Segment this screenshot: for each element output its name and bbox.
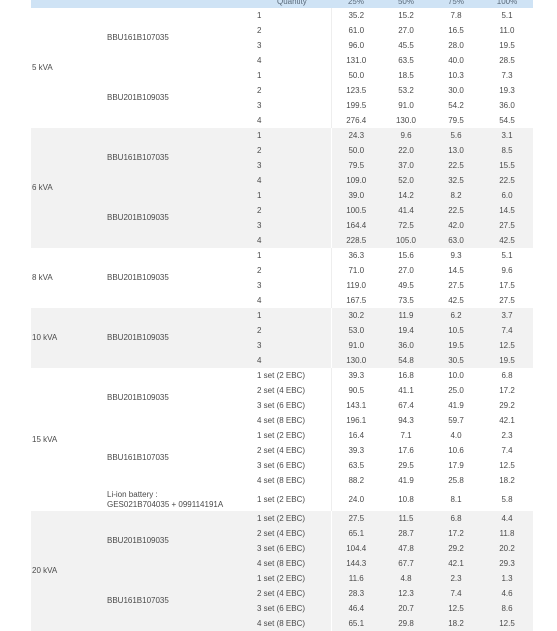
value-100: 12.5 [481, 616, 533, 631]
value-75: 16.5 [431, 23, 481, 38]
value-25: 100.5 [331, 203, 381, 218]
value-100: 28.5 [481, 53, 533, 68]
value-75: 14.5 [431, 263, 481, 278]
value-75: 5.6 [431, 128, 481, 143]
value-100: 19.5 [481, 353, 533, 368]
value-100: 17.5 [481, 278, 533, 293]
value-75: 22.5 [431, 158, 481, 173]
value-25: 53.0 [331, 323, 381, 338]
value-100: 5.1 [481, 248, 533, 263]
header-load-100: 100% [481, 0, 533, 8]
value-75: 29.2 [431, 541, 481, 556]
value-75: 79.5 [431, 113, 481, 128]
battery-model: BBU201B109035 [107, 248, 257, 308]
value-25: 276.4 [331, 113, 381, 128]
value-25: 90.5 [331, 383, 381, 398]
quantity: 4 set (8 EBC) [257, 556, 331, 571]
header-load-75: 75% [431, 0, 481, 8]
quantity: 3 set (6 EBC) [257, 541, 331, 556]
quantity: 4 [257, 233, 331, 248]
table-row [31, 428, 533, 443]
table-row [31, 308, 533, 323]
value-100: 12.5 [481, 338, 533, 353]
value-50: 130.0 [381, 113, 431, 128]
value-100: 8.5 [481, 143, 533, 158]
value-25: 39.3 [331, 443, 381, 458]
value-50: 14.2 [381, 188, 431, 203]
value-75: 10.5 [431, 323, 481, 338]
quantity: 2 set (4 EBC) [257, 443, 331, 458]
value-25: 130.0 [331, 353, 381, 368]
value-75: 9.3 [431, 248, 481, 263]
value-50: 4.8 [381, 571, 431, 586]
quantity: 1 set (2 EBC) [257, 428, 331, 443]
value-100: 54.5 [481, 113, 533, 128]
table-row [31, 248, 533, 263]
backup-time-table-container [31, 0, 533, 631]
value-75: 27.5 [431, 278, 481, 293]
table-row [31, 511, 533, 526]
quantity: 1 [257, 68, 331, 83]
value-25: 65.1 [331, 526, 381, 541]
value-75: 2.3 [431, 571, 481, 586]
value-25: 144.3 [331, 556, 381, 571]
value-25: 28.3 [331, 586, 381, 601]
quantity: 3 [257, 218, 331, 233]
power-rating: 8 kVA [31, 248, 107, 308]
value-50: 52.0 [381, 173, 431, 188]
value-75: 41.9 [431, 398, 481, 413]
value-100: 7.3 [481, 68, 533, 83]
value-75: 22.5 [431, 203, 481, 218]
value-25: 119.0 [331, 278, 381, 293]
value-50: 15.2 [381, 8, 431, 23]
value-75: 42.0 [431, 218, 481, 233]
group-20kva [31, 511, 533, 631]
battery-model: BBU161B107035 [107, 128, 257, 188]
value-50: 10.8 [381, 488, 431, 511]
quantity: 2 set (4 EBC) [257, 526, 331, 541]
value-75: 13.0 [431, 143, 481, 158]
value-25: 109.0 [331, 173, 381, 188]
value-50: 41.9 [381, 473, 431, 488]
value-100: 4.4 [481, 511, 533, 526]
value-100: 29.3 [481, 556, 533, 571]
value-75: 54.2 [431, 98, 481, 113]
value-100: 42.1 [481, 413, 533, 428]
battery-model: BBU161B107035 [107, 8, 257, 68]
table-header-row [31, 0, 533, 8]
value-75: 10.6 [431, 443, 481, 458]
value-100: 6.8 [481, 368, 533, 383]
value-50: 37.0 [381, 158, 431, 173]
quantity: 2 set (4 EBC) [257, 586, 331, 601]
value-25: 228.5 [331, 233, 381, 248]
quantity: 4 [257, 113, 331, 128]
header-load-50: 50% [381, 0, 431, 8]
value-50: 11.9 [381, 308, 431, 323]
value-75: 6.8 [431, 511, 481, 526]
quantity: 1 set (2 EBC) [257, 511, 331, 526]
value-25: 65.1 [331, 616, 381, 631]
value-100: 7.4 [481, 323, 533, 338]
value-50: 12.3 [381, 586, 431, 601]
value-50: 105.0 [381, 233, 431, 248]
value-100: 14.5 [481, 203, 533, 218]
value-75: 42.1 [431, 556, 481, 571]
quantity: 3 [257, 98, 331, 113]
power-rating: 5 kVA [31, 8, 107, 128]
value-25: 30.2 [331, 308, 381, 323]
value-75: 7.4 [431, 586, 481, 601]
value-100: 19.5 [481, 38, 533, 53]
value-75: 63.0 [431, 233, 481, 248]
battery-model [107, 488, 257, 511]
value-50: 47.8 [381, 541, 431, 556]
header-battery-model [107, 0, 257, 8]
value-50: 17.6 [381, 443, 431, 458]
value-50: 36.0 [381, 338, 431, 353]
quantity: 1 set (2 EBC) [257, 488, 331, 511]
value-25: 16.4 [331, 428, 381, 443]
value-100: 18.2 [481, 473, 533, 488]
value-75: 4.0 [431, 428, 481, 443]
value-25: 104.4 [331, 541, 381, 556]
quantity: 4 set (8 EBC) [257, 616, 331, 631]
value-100: 42.5 [481, 233, 533, 248]
power-rating: 15 kVA [31, 368, 107, 511]
group-6kva [31, 128, 533, 248]
value-25: 63.5 [331, 458, 381, 473]
value-100: 22.5 [481, 173, 533, 188]
value-50: 20.7 [381, 601, 431, 616]
value-75: 18.2 [431, 616, 481, 631]
group-8kva [31, 248, 533, 308]
value-75: 40.0 [431, 53, 481, 68]
value-100: 6.0 [481, 188, 533, 203]
quantity: 2 set (4 EBC) [257, 383, 331, 398]
quantity: 1 [257, 8, 331, 23]
value-25: 167.5 [331, 293, 381, 308]
value-100: 20.2 [481, 541, 533, 556]
group-15kva [31, 368, 533, 511]
value-50: 15.6 [381, 248, 431, 263]
value-100: 15.5 [481, 158, 533, 173]
value-75: 28.0 [431, 38, 481, 53]
quantity: 4 [257, 53, 331, 68]
value-100: 5.1 [481, 8, 533, 23]
quantity: 1 [257, 128, 331, 143]
quantity: 3 [257, 278, 331, 293]
quantity: 2 [257, 203, 331, 218]
value-100: 4.6 [481, 586, 533, 601]
value-25: 50.0 [331, 68, 381, 83]
value-25: 79.5 [331, 158, 381, 173]
value-25: 11.6 [331, 571, 381, 586]
value-25: 71.0 [331, 263, 381, 278]
value-100: 3.7 [481, 308, 533, 323]
quantity: 3 set (6 EBC) [257, 458, 331, 473]
value-100: 5.8 [481, 488, 533, 511]
value-50: 73.5 [381, 293, 431, 308]
value-100: 36.0 [481, 98, 533, 113]
value-75: 6.2 [431, 308, 481, 323]
value-100: 27.5 [481, 218, 533, 233]
power-rating: 10 kVA [31, 308, 107, 368]
quantity: 4 [257, 173, 331, 188]
value-50: 27.0 [381, 23, 431, 38]
backup-time-table [31, 0, 533, 631]
table-row [31, 571, 533, 586]
group-5kva [31, 8, 533, 128]
value-75: 25.8 [431, 473, 481, 488]
value-75: 19.5 [431, 338, 481, 353]
battery-model: BBU201B109035 [107, 511, 257, 571]
value-100: 11.8 [481, 526, 533, 541]
quantity: 3 [257, 38, 331, 53]
value-50: 45.5 [381, 38, 431, 53]
value-25: 143.1 [331, 398, 381, 413]
value-100: 12.5 [481, 458, 533, 473]
battery-model: BBU201B109035 [107, 188, 257, 248]
quantity: 3 [257, 338, 331, 353]
header-power [31, 0, 107, 8]
value-50: 11.5 [381, 511, 431, 526]
table-row [31, 188, 533, 203]
quantity: 1 [257, 188, 331, 203]
value-25: 39.0 [331, 188, 381, 203]
value-25: 199.5 [331, 98, 381, 113]
power-rating: 6 kVA [31, 128, 107, 248]
quantity: 4 set (8 EBC) [257, 413, 331, 428]
quantity: 1 set (2 EBC) [257, 571, 331, 586]
value-50: 67.4 [381, 398, 431, 413]
value-100: 11.0 [481, 23, 533, 38]
value-75: 30.0 [431, 83, 481, 98]
value-50: 41.4 [381, 203, 431, 218]
value-25: 96.0 [331, 38, 381, 53]
value-100: 8.6 [481, 601, 533, 616]
table-row [31, 488, 533, 511]
value-75: 7.8 [431, 8, 481, 23]
value-50: 22.0 [381, 143, 431, 158]
value-25: 131.0 [331, 53, 381, 68]
value-100: 17.2 [481, 383, 533, 398]
table-row [31, 128, 533, 143]
value-50: 28.7 [381, 526, 431, 541]
battery-model: BBU201B109035 [107, 68, 257, 128]
value-50: 49.5 [381, 278, 431, 293]
value-50: 67.7 [381, 556, 431, 571]
quantity: 4 set (8 EBC) [257, 473, 331, 488]
table-row [31, 8, 533, 23]
value-25: 24.3 [331, 128, 381, 143]
value-25: 24.0 [331, 488, 381, 511]
value-100: 29.2 [481, 398, 533, 413]
value-25: 27.5 [331, 511, 381, 526]
value-25: 88.2 [331, 473, 381, 488]
value-25: 61.0 [331, 23, 381, 38]
value-50: 63.5 [381, 53, 431, 68]
value-50: 18.5 [381, 68, 431, 83]
value-50: 7.1 [381, 428, 431, 443]
value-75: 8.1 [431, 488, 481, 511]
value-50: 29.8 [381, 616, 431, 631]
value-75: 8.2 [431, 188, 481, 203]
value-25: 123.5 [331, 83, 381, 98]
battery-model: BBU201B109035 [107, 308, 257, 368]
value-75: 10.3 [431, 68, 481, 83]
battery-model-line1: Li-ion battery : [107, 489, 158, 499]
value-100: 19.3 [481, 83, 533, 98]
quantity: 2 [257, 23, 331, 38]
value-75: 12.5 [431, 601, 481, 616]
quantity: 2 [257, 83, 331, 98]
value-75: 17.2 [431, 526, 481, 541]
value-50: 94.3 [381, 413, 431, 428]
quantity: 3 [257, 158, 331, 173]
table-row [31, 68, 533, 83]
value-25: 50.0 [331, 143, 381, 158]
value-50: 29.5 [381, 458, 431, 473]
group-10kva [31, 308, 533, 368]
quantity: 1 [257, 248, 331, 263]
quantity: 3 set (6 EBC) [257, 601, 331, 616]
value-75: 59.7 [431, 413, 481, 428]
value-75: 30.5 [431, 353, 481, 368]
value-100: 9.6 [481, 263, 533, 278]
value-25: 91.0 [331, 338, 381, 353]
value-25: 36.3 [331, 248, 381, 263]
quantity: 2 [257, 323, 331, 338]
quantity: 2 [257, 143, 331, 158]
value-50: 91.0 [381, 98, 431, 113]
battery-model: BBU201B109035 [107, 368, 257, 428]
value-100: 1.3 [481, 571, 533, 586]
value-100: 2.3 [481, 428, 533, 443]
quantity: 1 [257, 308, 331, 323]
value-50: 19.4 [381, 323, 431, 338]
value-50: 54.8 [381, 353, 431, 368]
table-row [31, 368, 533, 383]
quantity: 4 [257, 353, 331, 368]
value-50: 16.8 [381, 368, 431, 383]
battery-model-line2: GES021B704035 + 099114191A [107, 499, 224, 509]
value-100: 3.1 [481, 128, 533, 143]
value-75: 42.5 [431, 293, 481, 308]
battery-model: BBU161B107035 [107, 428, 257, 488]
value-25: 164.4 [331, 218, 381, 233]
value-100: 27.5 [481, 293, 533, 308]
value-50: 27.0 [381, 263, 431, 278]
value-50: 53.2 [381, 83, 431, 98]
value-50: 9.6 [381, 128, 431, 143]
value-25: 196.1 [331, 413, 381, 428]
value-75: 17.9 [431, 458, 481, 473]
header-load-25: 25% [331, 0, 381, 8]
value-75: 25.0 [431, 383, 481, 398]
battery-model: BBU161B107035 [107, 571, 257, 631]
quantity: 1 set (2 EBC) [257, 368, 331, 383]
quantity: 3 set (6 EBC) [257, 398, 331, 413]
quantity: 4 [257, 293, 331, 308]
value-25: 35.2 [331, 8, 381, 23]
value-75: 32.5 [431, 173, 481, 188]
quantity: 2 [257, 263, 331, 278]
value-75: 10.0 [431, 368, 481, 383]
header-quantity: Quantity [257, 0, 331, 8]
value-100: 7.4 [481, 443, 533, 458]
value-25: 39.3 [331, 368, 381, 383]
value-50: 41.1 [381, 383, 431, 398]
value-50: 72.5 [381, 218, 431, 233]
value-25: 46.4 [331, 601, 381, 616]
power-rating: 20 kVA [31, 511, 107, 631]
